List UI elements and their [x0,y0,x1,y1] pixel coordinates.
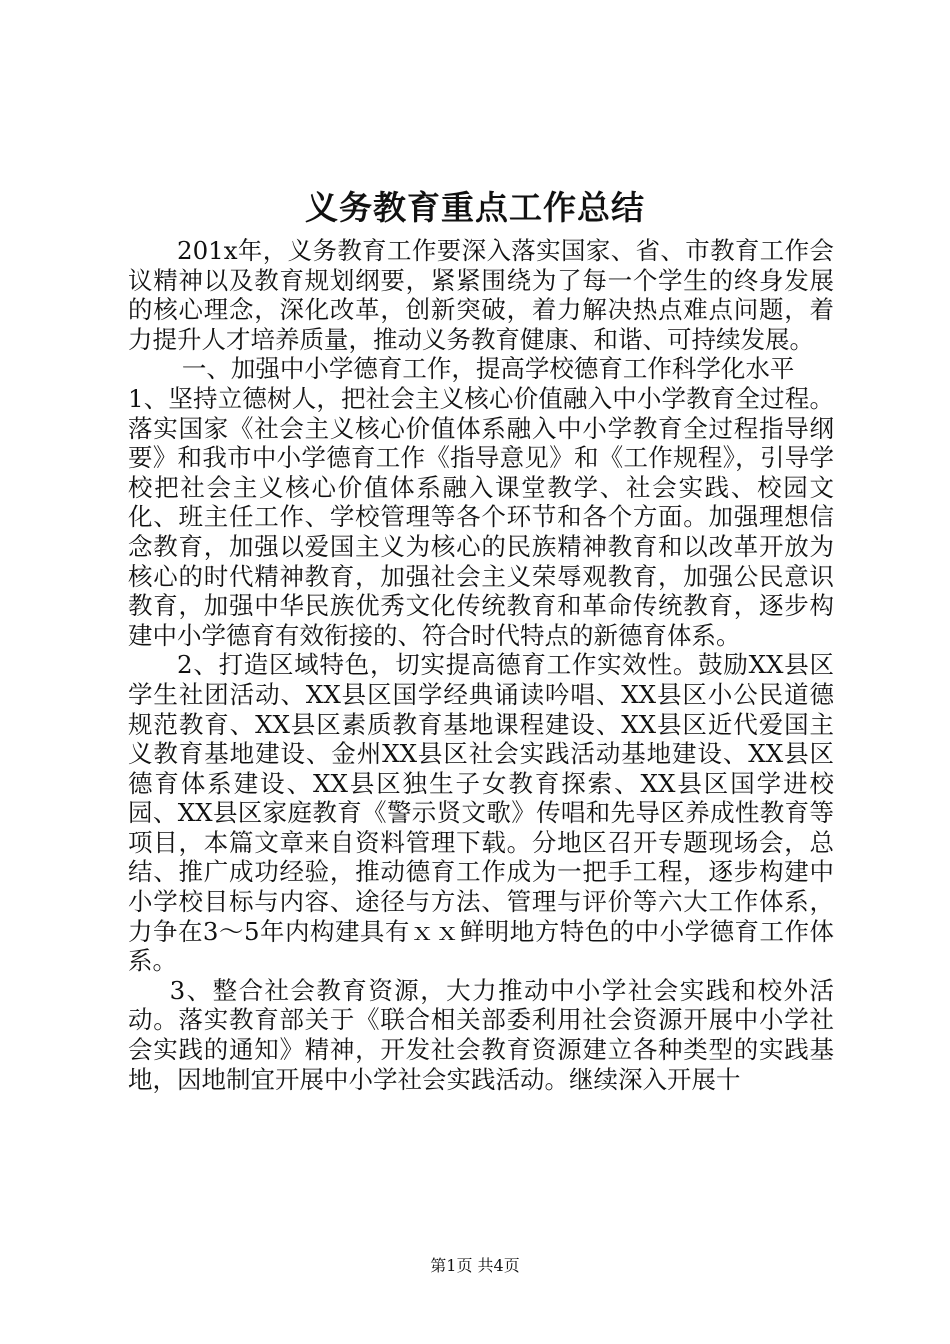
paragraph-intro: 201x年，义务教育工作要深入落实国家、省、市教育工作会议精神以及教育规划纲要，紧紧围绕为了每一个学生的终身发展的核心理念，深化改革，创新突破，着力解决热点难点问题，着力提升人才培养质量，推动义务教育健康、和谐、可持续发展。 [128,236,834,354]
document-body [128,236,834,1094]
paragraph-item-2: 2、打造区域特色，切实提高德育工作实效性。鼓励XX县区学生社团活动、XX县区国学经典诵读吟唱、XX县区小公民道德规范教育、XX县区素质教育基地课程建设、XX县区近代爱国主义教育基地建设、金州XX县区社会实践活动基地建设、XX县区德育体系建设、XX县区独生子女教育探索、XX县区国学进校园、XX县区家庭教育《警示贤文歌》传唱和先导区养成性教育等项目，本篇文章来自资料管理下载。分地区召开专题现场会，总结、推广成功经验，推动德育工作成为一把手工程，逐步构建中小学校目标与内容、途径与方法、管理与评价等六大工作体系，力争在3～5年内构建具有ｘｘ鲜明地方特色的中小学德育工作体系。 [128,650,834,976]
page-number-footer: 第1页 共4页 [430,1256,520,1275]
paragraph-item-1: 1、坚持立德树人，把社会主义核心价值融入中小学教育全过程。落实国家《社会主义核心价值体系融入中小学教育全过程指导纲要》和我市中小学德育工作《指导意见》和《工作规程》，引导学校把社会主义核心价值体系融入课堂教学、社会实践、校园文化、班主任工作、学校管理等各个环节和各个方面。加强理想信念教育，加强以爱国主义为核心的民族精神教育和以改革开放为核心的时代精神教育，加强社会主义荣辱观教育，加强公民意识教育，加强中华民族优秀文化传统教育和革命传统教育，逐步构建中小学德育有效衔接的、符合时代特点的新德育体系。 [128,383,834,650]
section-heading-1: 一、加强中小学德育工作，提高学校德育工作科学化水平 [181,354,795,384]
document-title: 义务教育重点工作总结 [305,188,645,227]
paragraph-item-3: 3、整合社会教育资源，大力推动中小学社会实践和校外活动。落实教育部关于《联合相关部委利用社会资源开展中小学社会实践的通知》精神，开发社会教育资源建立各种类型的实践基地，因地制宜开展中小学社会实践活动。继续深入开展十 [128,975,834,1094]
